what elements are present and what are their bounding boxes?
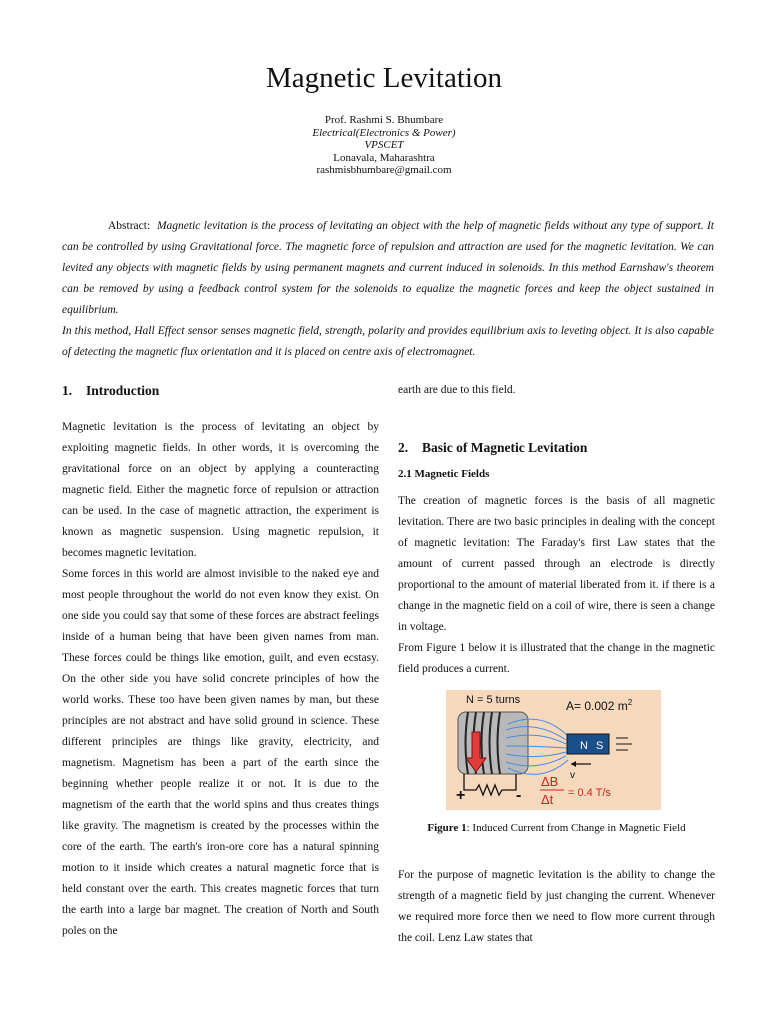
left-column bbox=[62, 380, 379, 942]
author-name: Prof. Rashmi S. Bhumbare bbox=[324, 114, 444, 126]
abstract-text-2: In this method, Hall Effect sensor senses magnetic field, strength, polarity and provides equilibrium axis to leveting object. It is also capable of detecting the magnetic flux orientation and it is placed on centre axis of electromagnet. bbox=[62, 325, 714, 358]
author-department: Electrical(Electronics & Power) bbox=[312, 126, 456, 139]
basic-paragraph-1: The creation of magnetic forces is the basis of all magnetic levitation. There are two basic principles in dealing with the concept of magnetic levitation: The Faraday's first Law states that the amount of current passed through an electrode is directly proportional to the amount of material liberated from it. if there is a change in the magnetic field on a coil of wire, there is seen a change in voltage. bbox=[398, 495, 715, 633]
abstract-text: Magnetic levitation is the process of levitating an object with the help of magnetic fields without any type of support. It can be controlled by using Gravitational force. The magnetic force of repulsion and attraction are used for the magnetic levitation. We can levited any objects with magnetic fields by using permanent magnets and current induced in solenoids. In this method Earnshaw's theorem can be removed by using a feedback control system for the solenoids to equalize the magnetic forces and keep the object sustained in equilibrium. bbox=[62, 220, 715, 316]
area-label: A= 0.002 $m^2$ bbox=[566, 698, 633, 713]
plus-terminal: + bbox=[456, 787, 466, 804]
figure-1-image bbox=[446, 690, 661, 810]
basic-paragraph-3: For the purpose of magnetic levitation is the ability to change the strength of a magnetic field by just changing the current. Whenever we required more force then we need to flow more current through the coil. Lenz Law states that bbox=[398, 869, 715, 944]
turns-label: N = 5 turns bbox=[466, 694, 521, 706]
subsection-heading: 2.1 Magnetic Fields bbox=[398, 468, 490, 480]
magnet-north: N bbox=[580, 740, 588, 752]
section-title: Basic of Magnetic Levitation bbox=[422, 440, 588, 455]
section-number: 2. bbox=[398, 440, 409, 455]
velocity-label: v bbox=[570, 770, 575, 781]
motion-lines bbox=[616, 738, 632, 750]
intro-continued: earth are due to this field. bbox=[398, 384, 516, 396]
figure-label: Figure 1 bbox=[427, 822, 467, 834]
rate-label: = 0.4 T/s bbox=[568, 787, 611, 799]
abstract-label: Abstract: bbox=[108, 220, 151, 232]
paper-title: Magnetic Levitation bbox=[266, 62, 502, 94]
author-location: Lonavala, Maharashtra bbox=[333, 151, 435, 164]
basic-paragraph-2: From Figure 1 below it is illustrated that the change in the magnetic field produces a current. bbox=[398, 642, 715, 675]
author-block bbox=[0, 114, 768, 177]
velocity-arrowhead-icon bbox=[571, 761, 576, 767]
resistor-icon bbox=[464, 774, 516, 795]
section-number: 1. bbox=[62, 383, 73, 398]
author-email: rashmisbhumbare@gmail.com bbox=[316, 164, 452, 177]
magnet-south: S bbox=[596, 740, 604, 752]
delta-b-label: ΔB bbox=[541, 774, 559, 789]
figure-caption-text: : Induced Current from Change in Magnetic Field bbox=[466, 822, 686, 834]
induction-diagram bbox=[446, 690, 661, 810]
figure-caption bbox=[398, 818, 715, 839]
delta-t-label: Δt bbox=[541, 792, 554, 807]
intro-paragraph-1: Magnetic levitation is the process of levitating an object by exploiting magnetic fields. In other words, it is overcoming the gravitational force on an object by applying a counteracting magnetic field. Either the magnetic force of repulsion or attraction can be used. In the case of magnetic attraction, the experiment is known as magnetic suspension. Using magnetic repulsion, it becomes magnetic levitation. bbox=[62, 421, 379, 559]
minus-terminal: - bbox=[516, 787, 522, 804]
section-title: Introduction bbox=[86, 383, 160, 398]
author-college: VPSCET bbox=[364, 139, 404, 152]
right-column bbox=[398, 380, 715, 949]
abstract bbox=[62, 216, 714, 363]
section-heading-basic bbox=[398, 437, 715, 458]
section-heading-introduction bbox=[62, 380, 379, 401]
intro-paragraph-2: Some forces in this world are almost invisible to the naked eye and most people throughout the world do not even know they exist. On one side you could say that some of these forces are abstract feelings inside of a human being that have been given names from man. These forces could be things like emotion, guilt, and even ecstasy. On the other side you have solid concrete principles of how the world works. These too have been given names by man, but these principles are not abstract and have solid ground in science. These different principles are things like gravity, electricity, and magnetism. Magnetism has been a part of the earth since the beginning whether people realize it or not. It is due to the magnetism of the earth that the world spins and thus creates things like gravity. The magnetism is created by the processes within the core of the earth. The earth's iron-ore core has a natural spinning motion to it inside which creates a natural magnetic force that is held constant over the earth. This creates magnetic forces that turn the earth into a large bar magnet. The creation of North and South poles on the bbox=[62, 568, 379, 937]
